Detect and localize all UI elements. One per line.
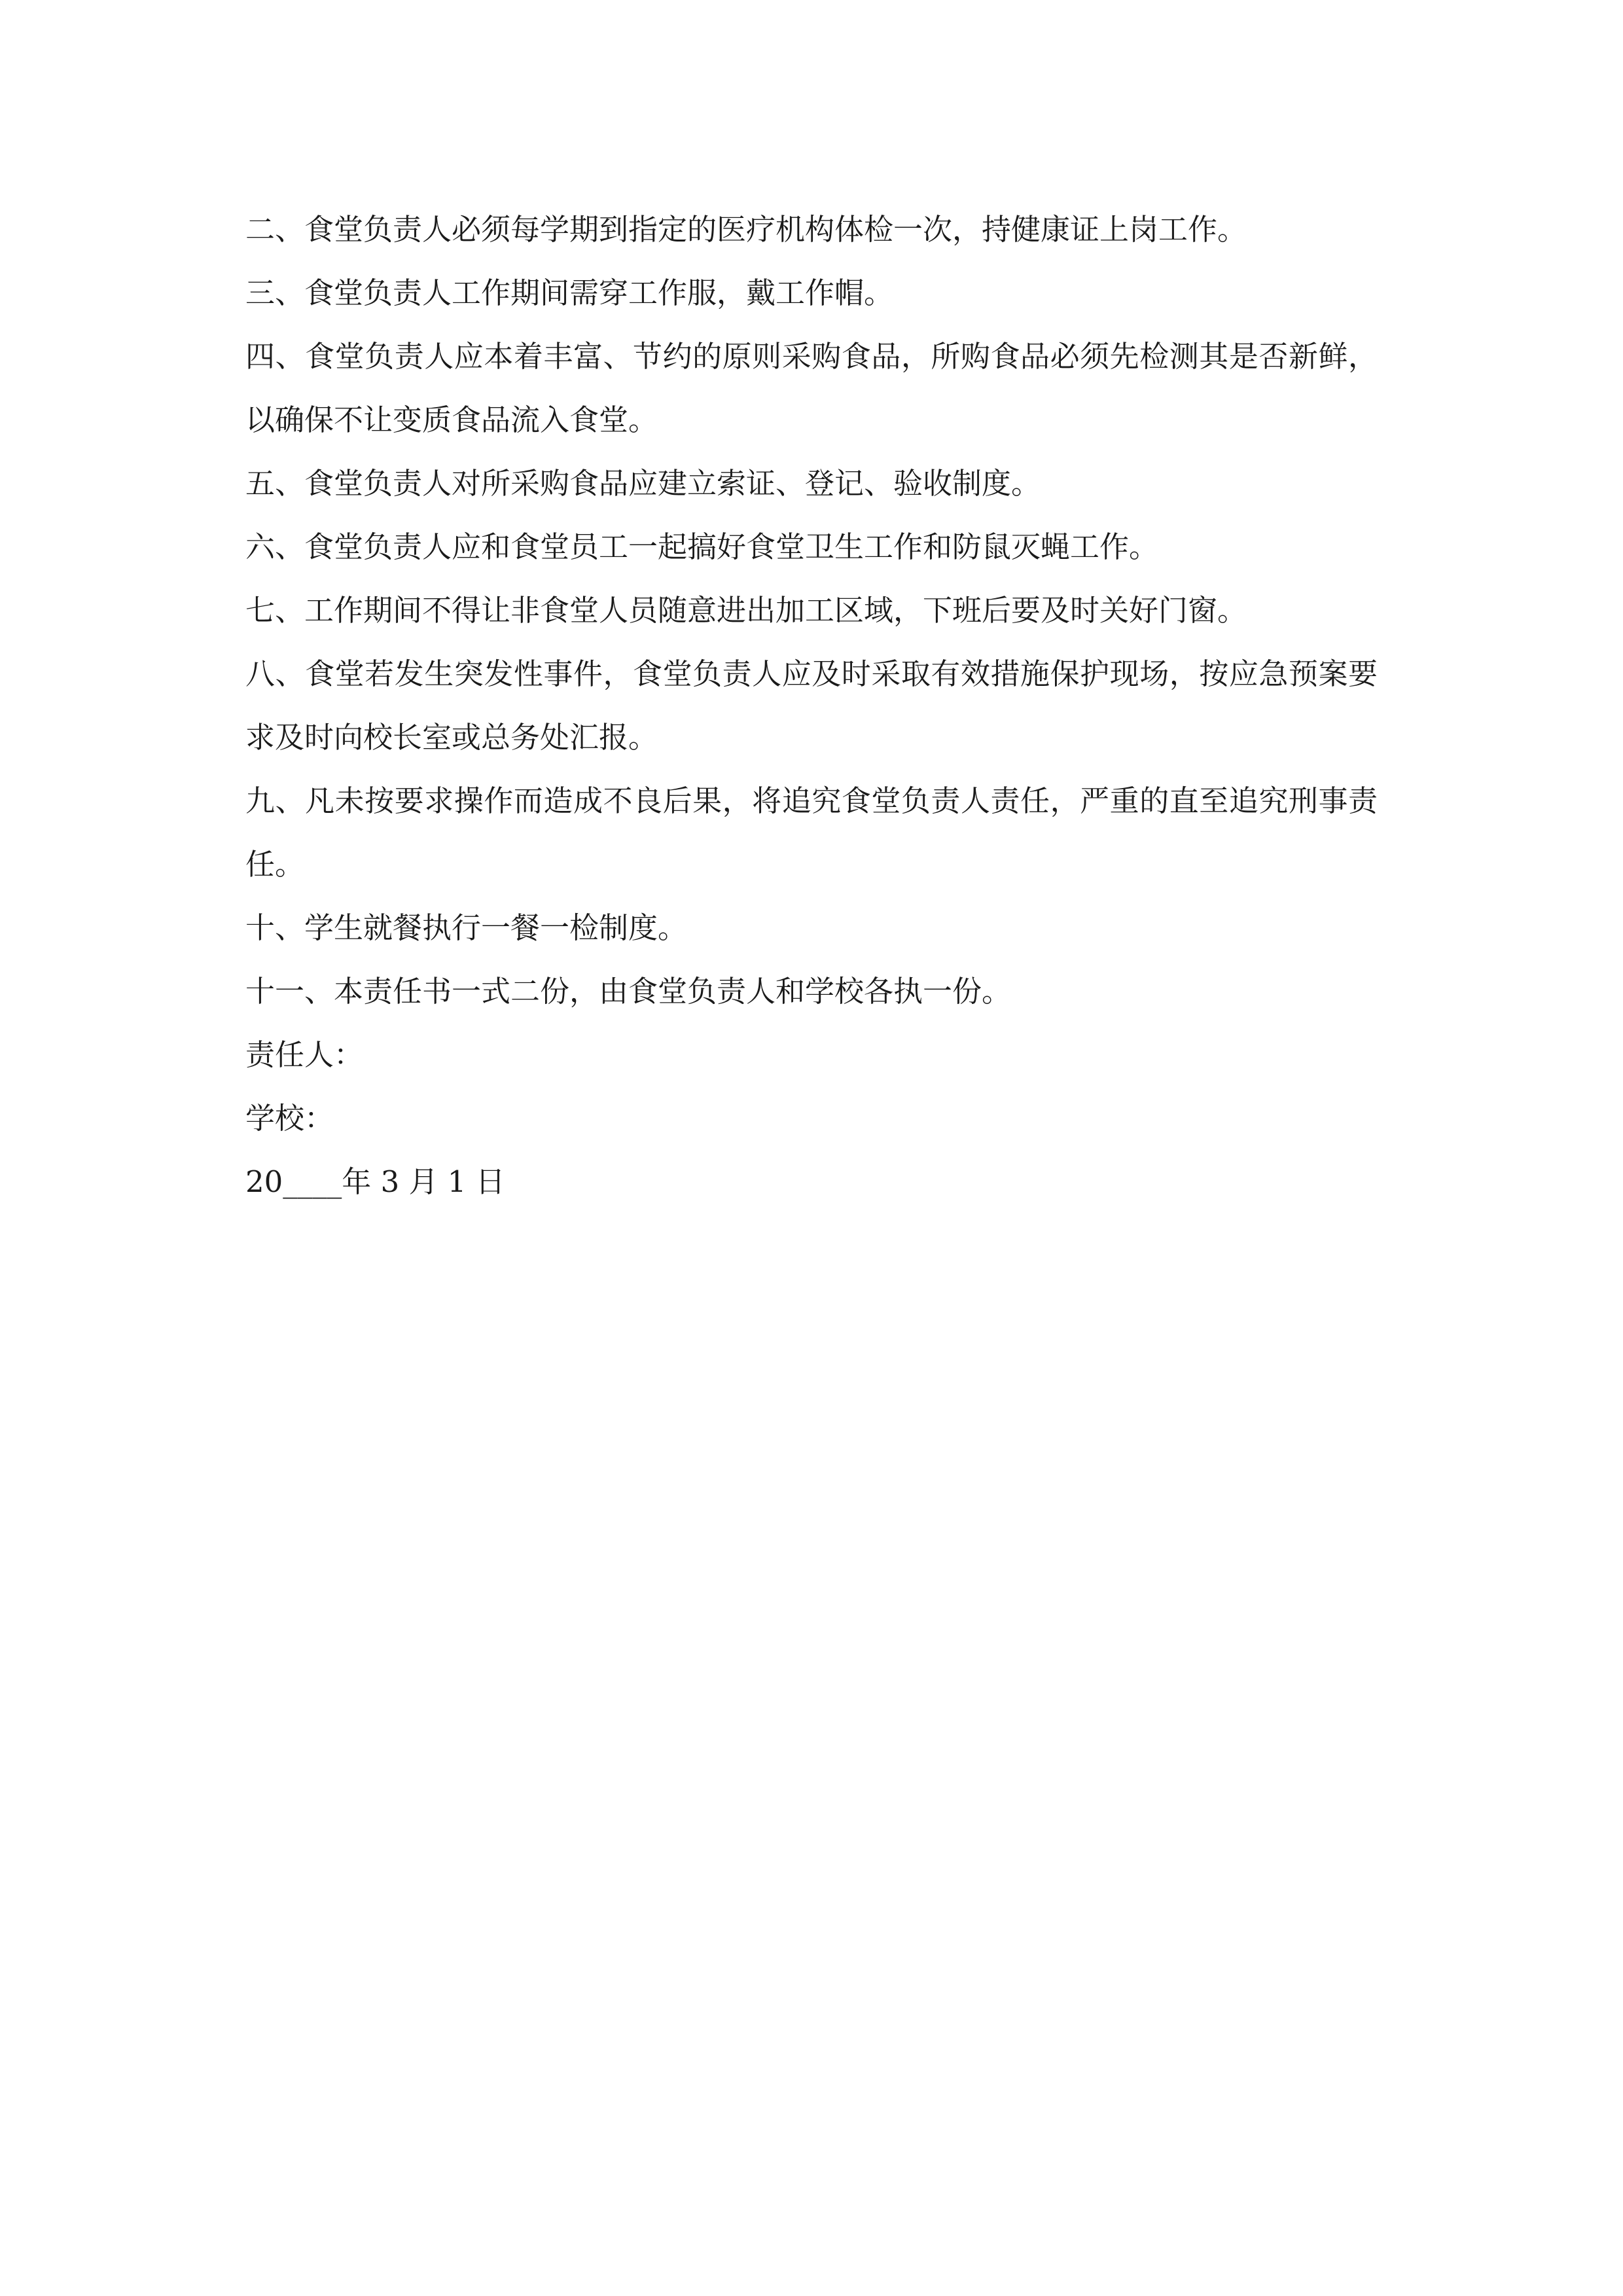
clause-8: 八、食堂若发生突发性事件，食堂负责人应及时采取有效措施保护现场，按应急预案要求及时向校长室或总务处汇报。	[245, 656, 1378, 755]
clause-10: 十、学生就餐执行一餐一检制度。	[245, 910, 688, 945]
clause-9: 九、凡未按要求操作而造成不良后果，将追究食堂负责人责任，严重的直至追究刑事责任。	[245, 783, 1378, 882]
clause-4: 四、食堂负责人应本着丰富、节约的原则采购食品，所购食品必须先检测其是否新鲜，以确保不让变质食品流入食堂。	[245, 339, 1378, 437]
clause-6: 六、食堂负责人应和食堂员工一起搞好食堂卫生工作和防鼠灭蝇工作。	[245, 529, 1159, 564]
signature-school-label: 学校：	[245, 1101, 334, 1136]
document-body	[245, 198, 1378, 1213]
clause-5: 五、食堂负责人对所采购食品应建立索证、登记、验收制度。	[245, 466, 1041, 501]
date-line: 20____年 3 月 1 日	[245, 1164, 505, 1199]
signature-person-label: 责任人：	[245, 1037, 364, 1072]
clause-7: 七、工作期间不得让非食堂人员随意进出加工区域，下班后要及时关好门窗。	[245, 593, 1247, 628]
clause-3: 三、食堂负责人工作期间需穿工作服，戴工作帽。	[245, 276, 894, 310]
clause-2: 二、食堂负责人必须每学期到指定的医疗机构体检一次，持健康证上岗工作。	[245, 212, 1247, 247]
clause-11: 十一、本责任书一式二份，由食堂负责人和学校各执一份。	[245, 974, 1012, 1009]
